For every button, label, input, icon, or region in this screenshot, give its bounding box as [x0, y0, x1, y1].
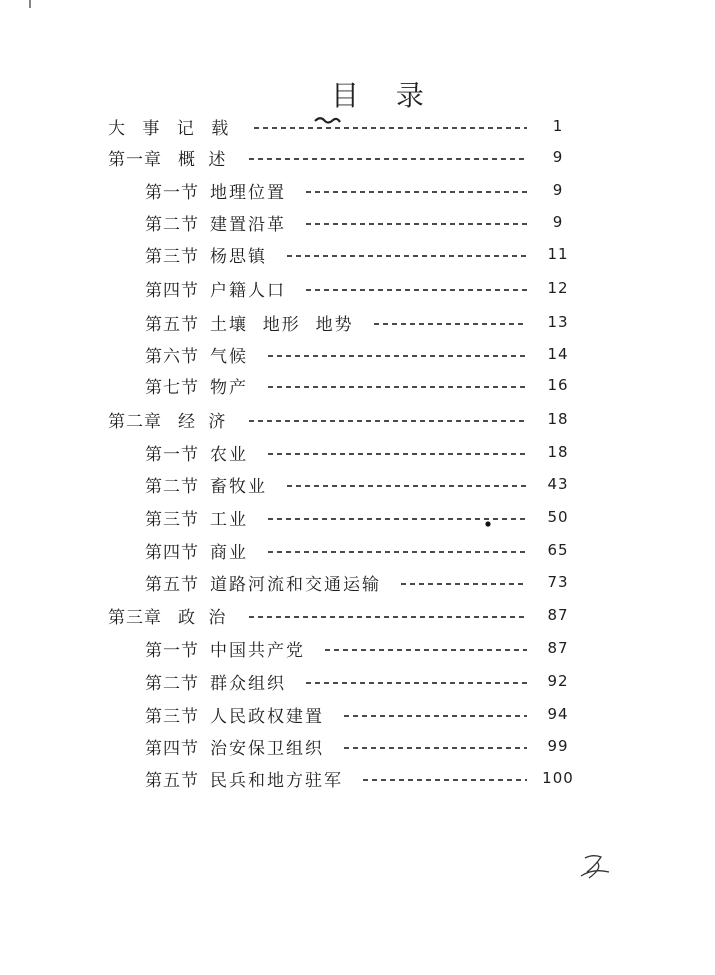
toc-row [0, 437, 715, 467]
toc-row-chapter-label: 第三章 [108, 607, 162, 628]
toc-row-title: 物产 [210, 377, 248, 398]
handwritten-mark [575, 848, 615, 884]
dotted-leader [287, 255, 527, 256]
toc-row [0, 469, 715, 499]
toc-page-number: 87 [547, 639, 569, 657]
toc-page-number: 43 [547, 475, 569, 493]
toc-row-section-label: 第四节 [145, 280, 199, 301]
toc-row [0, 535, 715, 565]
toc-page-number: 100 [542, 769, 574, 787]
toc-page-number: 94 [547, 705, 569, 723]
toc-row [0, 404, 715, 434]
toc-page-number: 73 [547, 573, 569, 591]
toc-row-section-label: 第二节 [145, 673, 199, 694]
toc-page-number: 11 [547, 245, 569, 263]
toc-row-title: 道路河流和交通运输 [210, 574, 381, 595]
dotted-leader [306, 682, 527, 683]
toc-row-title: 治安保卫组织 [210, 738, 324, 759]
toc-page-number: 12 [547, 279, 569, 297]
toc-row-section-label: 第七节 [145, 377, 199, 398]
toc-page-number: 18 [547, 410, 569, 428]
scan-edge-mark [27, 0, 33, 10]
dotted-leader [374, 323, 527, 324]
toc-row-title: 概 述 [178, 149, 230, 170]
toc-row-title: 人民政权建置 [210, 706, 324, 727]
toc-row [0, 339, 715, 369]
toc-row [0, 175, 715, 205]
dotted-leader [254, 127, 527, 128]
toc-row-section-label: 第三节 [145, 509, 199, 530]
toc-page-number: 92 [547, 672, 569, 690]
toc-page-number: 65 [547, 541, 569, 559]
toc-row-title: 杨思镇 [210, 246, 267, 267]
dotted-leader [363, 779, 527, 780]
toc-page-number: 18 [547, 443, 569, 461]
toc-row-title: 经 济 [178, 411, 230, 432]
toc-row-title: 群众组织 [210, 673, 286, 694]
toc-row-chapter-label: 第一章 [108, 149, 162, 170]
toc-row-title: 土壤 地形 地势 [210, 314, 354, 335]
dotted-leader [344, 715, 527, 716]
dotted-leader [268, 453, 527, 454]
page-title: 目 录 [331, 79, 438, 112]
toc-row [0, 699, 715, 729]
toc-row-title: 政 治 [178, 607, 230, 628]
toc-page-number: 13 [547, 313, 569, 331]
toc-row-title: 中国共产党 [210, 640, 305, 661]
toc-page-number: 9 [552, 148, 564, 166]
toc-row [0, 763, 715, 793]
toc-row [0, 142, 715, 172]
toc-row-title: 户籍人口 [210, 280, 286, 301]
toc-page-number: 9 [552, 213, 564, 231]
toc-row-section-label: 第四节 [145, 738, 199, 759]
toc-row-section-label: 第一节 [145, 640, 199, 661]
dotted-leader [249, 420, 527, 421]
toc-row-section-label: 第五节 [145, 770, 199, 791]
toc-row-section-label: 第二节 [145, 214, 199, 235]
toc-row-title: 农业 [210, 444, 248, 465]
toc-row-title: 民兵和地方驻军 [210, 770, 343, 791]
toc-row-section-label: 第五节 [145, 314, 199, 335]
toc-row [0, 600, 715, 630]
toc-page-number: 9 [552, 181, 564, 199]
toc-row [0, 731, 715, 761]
dotted-leader [268, 355, 527, 356]
toc-row-section-label: 第一节 [145, 444, 199, 465]
dotted-leader [306, 191, 527, 192]
toc-row [0, 111, 715, 141]
toc-row-title: 建置沿革 [210, 214, 286, 235]
dotted-leader [287, 485, 527, 486]
toc-row [0, 273, 715, 303]
toc-row-section-label: 第六节 [145, 346, 199, 367]
toc-row-title: 大 事 记 载 [108, 118, 235, 139]
toc-row [0, 307, 715, 337]
toc-row [0, 239, 715, 269]
dotted-leader [268, 386, 527, 387]
dotted-leader [306, 289, 527, 290]
toc-row-title: 地理位置 [210, 182, 286, 203]
toc-row-section-label: 第一节 [145, 182, 199, 203]
toc-page-number: 14 [547, 345, 569, 363]
dotted-leader [249, 158, 527, 159]
toc-row-section-label: 第四节 [145, 542, 199, 563]
toc-row-section-label: 第三节 [145, 246, 199, 267]
dotted-leader [268, 551, 527, 552]
toc-row [0, 567, 715, 597]
toc-row [0, 207, 715, 237]
toc-row-title: 工业 [210, 509, 248, 530]
toc-row-section-label: 第二节 [145, 476, 199, 497]
toc-page-number: 16 [547, 376, 569, 394]
toc-row [0, 502, 715, 532]
toc-page-number: 50 [547, 508, 569, 526]
toc-page-number: 99 [547, 737, 569, 755]
dotted-leader [325, 649, 527, 650]
toc-row [0, 666, 715, 696]
toc-page-number: 1 [552, 117, 564, 135]
dotted-leader [268, 518, 527, 519]
dotted-leader [401, 583, 527, 584]
toc-page-number: 87 [547, 606, 569, 624]
dotted-leader [249, 616, 527, 617]
toc-row-title: 畜牧业 [210, 476, 267, 497]
toc-row [0, 633, 715, 663]
toc-row-section-label: 第三节 [145, 706, 199, 727]
toc-row-title: 商业 [210, 542, 248, 563]
toc-row [0, 370, 715, 400]
toc-row-title: 气候 [210, 346, 248, 367]
toc-row-chapter-label: 第二章 [108, 411, 162, 432]
toc-row-section-label: 第五节 [145, 574, 199, 595]
dotted-leader [344, 747, 527, 748]
dotted-leader [306, 223, 527, 224]
